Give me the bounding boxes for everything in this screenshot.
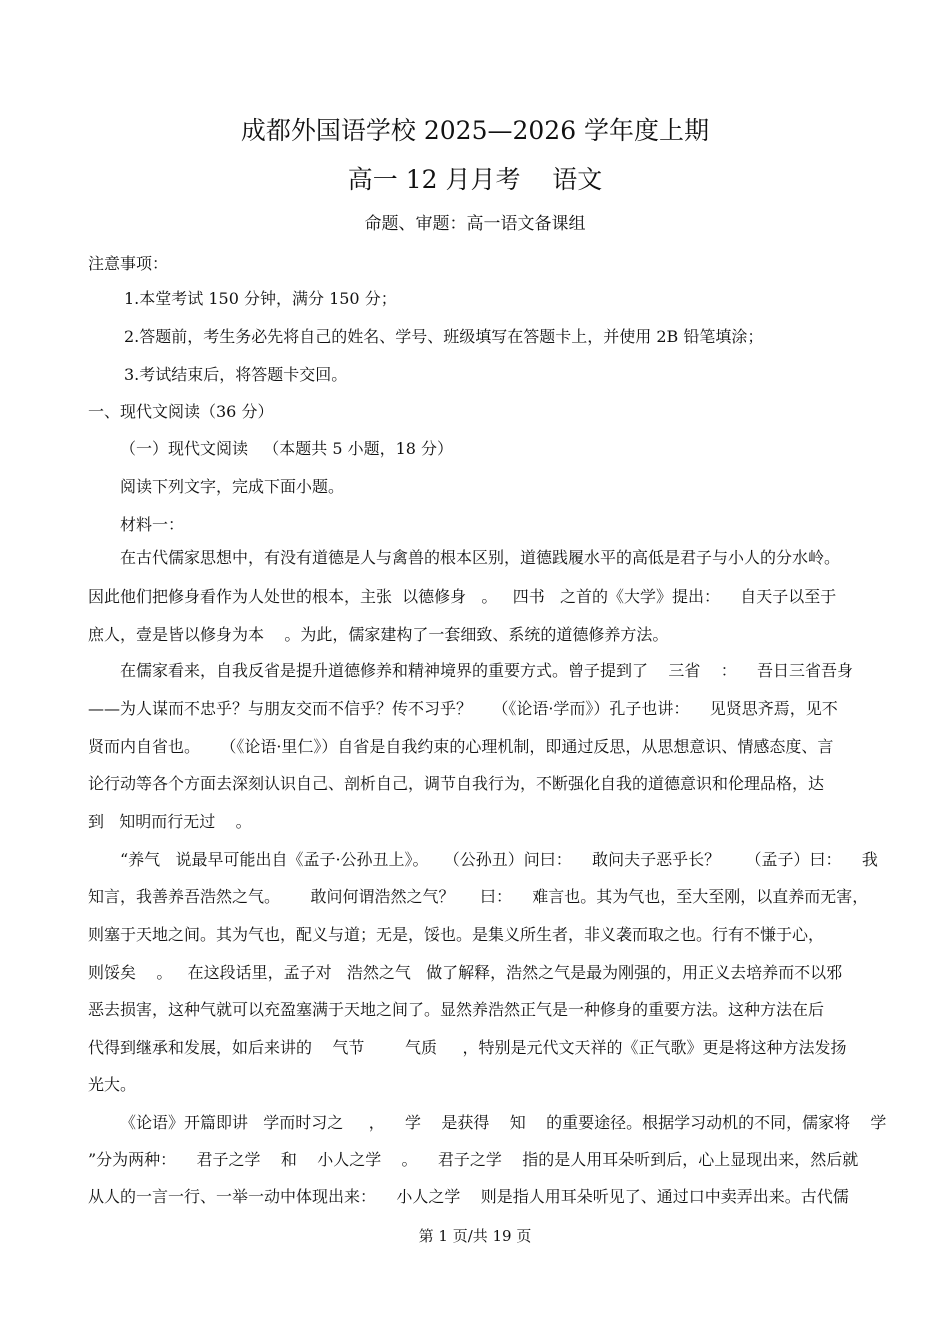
body-line: 到 知明而行无过 。 bbox=[88, 812, 252, 831]
body-line: ”分为两种： 君子之学 和 小人之学 。 君子之学 指的是人用耳朵听到后，心上显现出来，然后就 bbox=[88, 1150, 859, 1169]
body-line: 从人的一言一行、一举一动中体现出来： 小人之学 则是指人用耳朵听见了、通过口中卖弄出来。古代儒 bbox=[88, 1187, 849, 1206]
body-line: ——为人谋而不忠乎？与朋友交而不信乎？传不习乎？ （《论语·学而》）孔子也讲： 见贤思齐焉，见不 bbox=[88, 699, 838, 718]
body-line: 光大。 bbox=[88, 1075, 137, 1094]
body-line: 代得到继承和发展，如后来讲的 气节 气质 ，特别是元代文天祥的《正气歌》更是将这种方法发扬 bbox=[88, 1038, 847, 1057]
body-line: 论行动等各个方面去深刻认识自己、剖析自己，调节自我行为，不断强化自我的道德意识和伦理品格，达 bbox=[88, 774, 825, 793]
body-line: 则塞于天地之间。其为气也，配义与道；无是，馁也。是集义所生者，非义袭而取之也。行有不慊于心， bbox=[88, 925, 825, 944]
body-line: “养气 说最早可能出自《孟子·公孙丑上》。 （公孙丑）问曰： 敢问夫子恶乎长？ （孟子）曰： 我 bbox=[120, 850, 878, 869]
body-line: 在古代儒家思想中，有没有道德是人与禽兽的根本区别，道德践履水平的高低是君子与小人的分水岭。 bbox=[120, 548, 841, 567]
section-heading: 一、现代文阅读（36 分） bbox=[88, 402, 274, 421]
sub-section-heading: （一）现代文阅读 （本题共 5 小题，18 分） bbox=[120, 439, 454, 458]
body-line: 贤而内自省也。 （《论语·里仁》）自省是自我约束的心理机制，即通过反思，从思想意识、情感态度、言 bbox=[88, 737, 834, 756]
document-title: 成都外国语学校 2025—2026 学年度上期 bbox=[240, 116, 710, 145]
instruction-text: 阅读下列文字，完成下面小题。 bbox=[120, 477, 345, 496]
document-authors: 命题、审题：高一语文备课组 bbox=[364, 214, 586, 234]
page-number: 第 1 页/共 19 页 bbox=[418, 1227, 532, 1245]
body-line: 在儒家看来，自我反省是提升道德修养和精神境界的重要方式。曾子提到了 三省 ： 吾日三省吾身 bbox=[120, 661, 854, 680]
body-line: 因此他们把修身看作为人处世的根本，主张 以德修身 。 四书 之首的《大学》提出： 自天子以至于 bbox=[88, 587, 837, 606]
notice-item: 2.答题前，考生务必先将自己的姓名、学号、班级填写在答题卡上，并使用 2B 铅笔填涂； bbox=[124, 327, 764, 346]
notice-item: 1.本堂考试 150 分钟，满分 150 分； bbox=[124, 289, 397, 308]
notice-item: 3.考试结束后，将答题卡交回。 bbox=[124, 365, 348, 384]
document-subtitle: 高一 12 月月考 语文 bbox=[347, 165, 603, 194]
body-line: 知言，我善养吾浩然之气。 敢问何谓浩然之气？ 曰： 难言也。其为气也，至大至刚，以直养而无害， bbox=[88, 887, 869, 906]
body-line: 《论语》开篇即讲 学而时习之 ， 学 是获得 知 的重要途径。根据学习动机的不同，儒家将 学 bbox=[120, 1113, 887, 1132]
body-line: 恶去损害，这种气就可以充盈塞满于天地之间了。显然养浩然正气是一种修身的重要方法。这种方法在后 bbox=[88, 1000, 825, 1019]
body-line: 则馁矣 。 在这段话里，孟子对 浩然之气 做了解释，浩然之气是最为刚强的，用正义去培养而不以邪 bbox=[88, 963, 843, 982]
material-label: 材料一： bbox=[120, 515, 185, 534]
notice-heading: 注意事项： bbox=[88, 254, 169, 273]
body-line: 庶人，壹是皆以修身为本 。为此，儒家建构了一套细致、系统的道德修养方法。 bbox=[88, 625, 669, 644]
